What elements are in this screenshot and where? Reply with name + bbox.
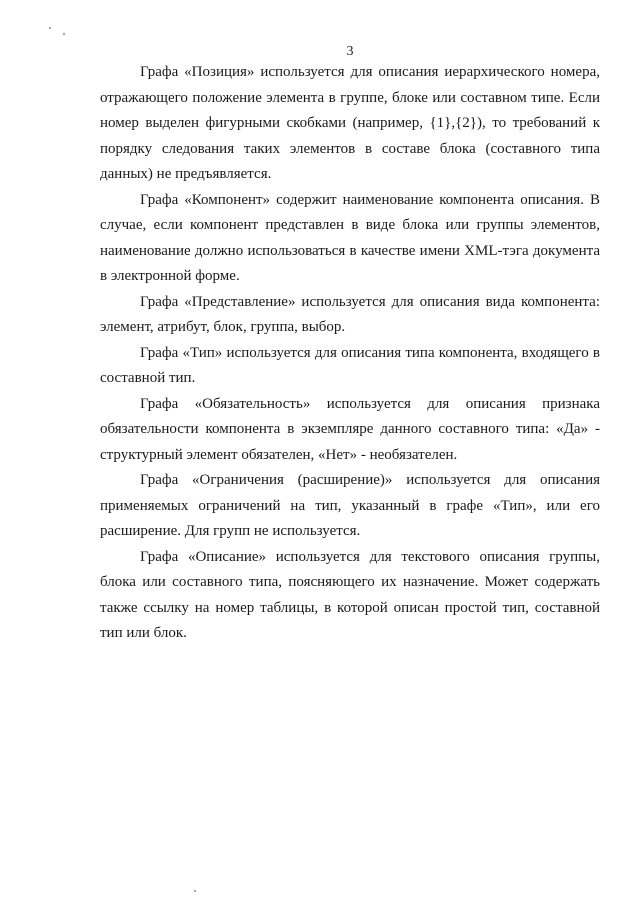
paragraph-position: Графа «Позиция» используется для описания иерархического номера, отражающего положение элемента в группе, блоке или составном типе. Если номер выделен фигурными скобками (например, {1},{2}), то требований к порядку следования таких элементов в составе блока (составного типа данных) не предъявляется. <box>100 64 600 182</box>
paragraph-representation: Графа «Представление» используется для описания вида компонента: элемент, атрибут, блок, группа, выбор. <box>100 293 600 335</box>
paragraph-description: Графа «Описание» используется для текстового описания группы, блока или составного типа, поясняющего их назначение. Может содержать также ссылку на номер таблицы, в которой описан простой тип, составной тип или блок. <box>100 548 600 641</box>
paragraph-component: Графа «Компонент» содержит наименование компонента описания. В случае, если компонент представлен в виде блока или группы элементов, наименование должно использоваться в качестве имени XML-тэга документа в электронной форме. <box>100 191 600 284</box>
paragraph-restrictions: Графа «Ограничения (расширение)» используется для описания применяемых ограничений на тип, указанный в графе «Тип», или его расширение. Для групп не используется. <box>100 472 600 539</box>
paragraph-type: Графа «Тип» используется для описания типа компонента, входящего в составной тип. <box>100 344 600 386</box>
scan-speck <box>49 27 51 29</box>
document-body <box>100 60 600 647</box>
paragraph-obligation: Графа «Обязательность» используется для описания признака обязательности компонента в экземпляре данного составного типа: «Да» - структурный элемент обязателен, «Нет» - необязателен. <box>100 395 600 463</box>
scan-speck <box>194 890 196 892</box>
scan-speck <box>63 33 65 35</box>
page-number: 3 <box>346 44 354 59</box>
